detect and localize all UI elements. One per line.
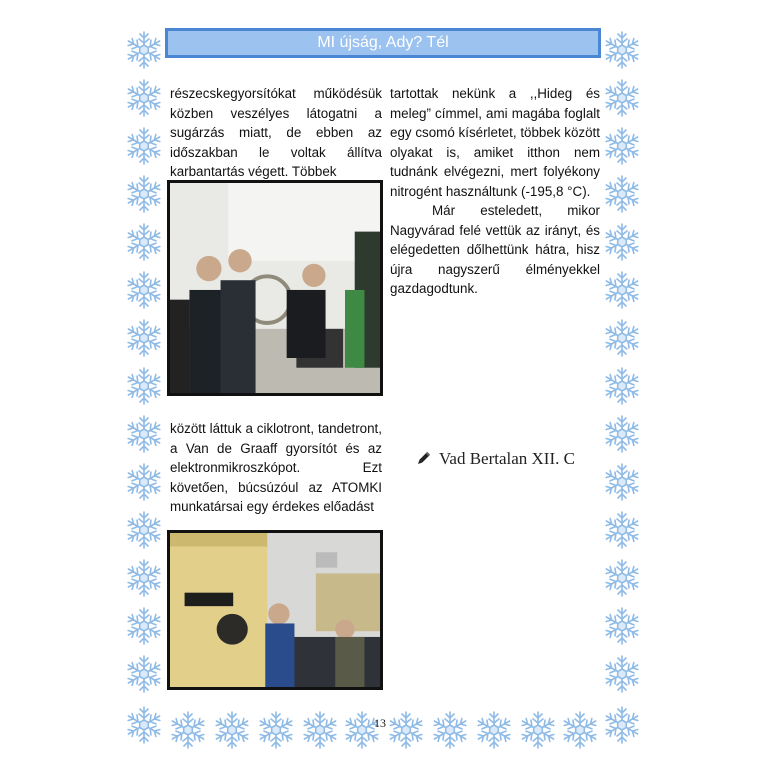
snowflake-icon — [212, 710, 252, 750]
snowflake-icon — [124, 126, 164, 166]
snowflake-icon — [602, 462, 642, 502]
snowflake-icon — [386, 710, 426, 750]
snowflake-icon — [124, 510, 164, 550]
snowflake-icon — [124, 462, 164, 502]
snowflake-icon — [124, 318, 164, 358]
snowflake-icon — [124, 558, 164, 598]
pencil-icon — [415, 451, 431, 467]
snowflake-icon — [602, 126, 642, 166]
snowflake-icon — [602, 270, 642, 310]
snowflake-icon — [168, 710, 208, 750]
snowflake-icon — [560, 710, 600, 750]
left-column-middle-text — [170, 419, 382, 517]
snowflake-icon — [300, 710, 340, 750]
snowflake-icon — [602, 78, 642, 118]
left-paragraph-1: részecskegyorsítókat működésük közben veszélyes látogatni a sugárzás miatt, de ebben az időszakban le voltak állítva karbantartás végett. Többek — [170, 86, 382, 179]
snowflake-icon — [256, 710, 296, 750]
header-title: MI újság, Ady? Tél — [317, 34, 449, 51]
right-paragraph-1: tartottak nekünk a ,,Hideg és meleg” címmel, ami magába foglalt egy csomó kísérletet, többek között olyakat is, amiket itthon nem tudnánk elvégezni, mert folyékony nitrogént használtunk (-195,8 °C). — [390, 86, 600, 199]
snowflake-icon — [124, 654, 164, 694]
snowflake-icon — [602, 30, 642, 70]
right-paragraph-2: Már esteledett, mikor Nagyvárad felé vettük az irányt, és elégedetten dőlhettünk hátra, hisz újra nagyszerű élményekkel gazdagodtunk. — [390, 203, 600, 296]
snowflake-icon — [124, 78, 164, 118]
page-number: 13 — [374, 716, 386, 730]
snowflake-icon — [602, 222, 642, 262]
photo-accelerator-hall — [167, 530, 383, 690]
snowflake-icon — [124, 705, 164, 745]
snowflake-icon — [124, 366, 164, 406]
left-column-top-text — [170, 84, 382, 182]
snowflake-icon — [602, 654, 642, 694]
snowflake-icon — [474, 710, 514, 750]
snowflake-icon — [124, 174, 164, 214]
snowflake-icon — [602, 414, 642, 454]
author-name: Vad Bertalan XII. C — [439, 449, 575, 468]
left-paragraph-2: között láttuk a ciklotront, tandetront, a Van de Graaff gyorsítót és az elektronmikroszkópot. Ezt követően, búcsúzóul az ATOMKI munkatársai egy érdekes előadást — [170, 421, 382, 514]
right-column-text — [390, 84, 600, 299]
page-header — [165, 28, 601, 58]
snowflake-icon — [124, 270, 164, 310]
snowflake-icon — [124, 222, 164, 262]
snowflake-icon — [602, 318, 642, 358]
snowflake-icon — [602, 558, 642, 598]
snowflake-icon — [602, 510, 642, 550]
snowflake-icon — [124, 414, 164, 454]
author-byline — [415, 449, 575, 469]
snowflake-icon — [602, 606, 642, 646]
snowflake-icon — [124, 30, 164, 70]
snowflake-icon — [602, 174, 642, 214]
snowflake-icon — [430, 710, 470, 750]
snowflake-icon — [124, 606, 164, 646]
snowflake-icon — [518, 710, 558, 750]
snowflake-icon — [602, 705, 642, 745]
snowflake-icon — [602, 366, 642, 406]
photo-lab-visit — [167, 180, 383, 396]
